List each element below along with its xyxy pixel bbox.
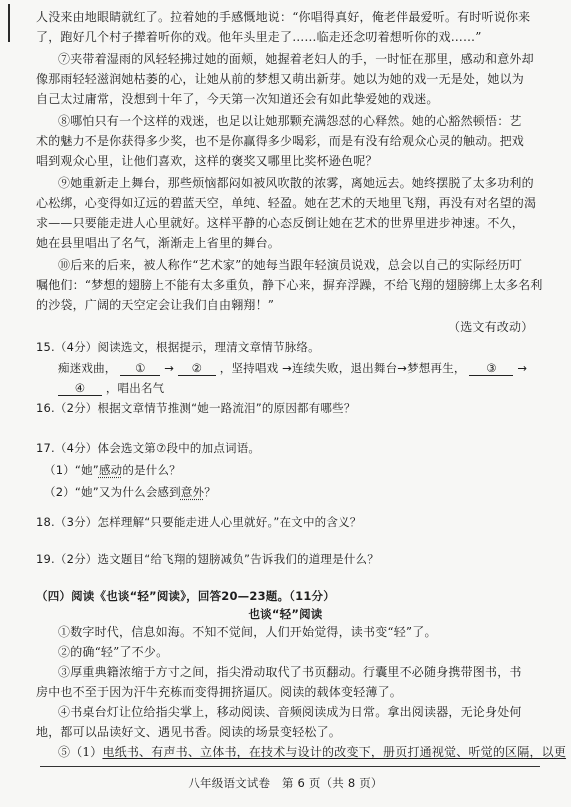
article-paragraph-4-line: ④书桌台灯让位给指尖掌上，移动阅读、音频阅读成为日常。拿出阅读器，无论身处何 [58,705,522,719]
flow-arrow: → [164,361,175,375]
story-line: 的沙袋，广阔的天空定会让我们自由翱翔！” [36,298,275,312]
paragraph-5-number: ⑤（1） [58,745,103,759]
question-15-flow-line-1 [58,361,527,376]
footer-divider [40,766,540,767]
question-16: 16.（2分）根据文章情节推测“她一路流泪”的原因都有哪些？ [36,401,356,415]
blank-2-marker: ② [191,361,203,375]
flow-start: 痴迷戏曲， [58,361,117,375]
question-15-flow-line-2 [58,381,164,396]
question-17-stem: 17.（4分）体会选文第⑦段中的加点词语。 [36,441,261,455]
story-line: 唱到观众心里，让他们喜欢，这样的褒奖又哪里比奖杯逊色呢？ [36,154,378,168]
article-paragraph-5-line [58,745,566,759]
story-line: 她在县里唱出了名气，渐渐走上省里的舞台。 [36,236,281,250]
sub-2-prefix: （2）“她”又为什么会感到 [44,485,181,499]
answer-blank-1[interactable] [120,362,160,376]
question-15-stem: 15.（4分）阅读选文，根据提示，理清文章情节脉络。 [36,340,320,354]
question-19: 19.（2分）选文题目“给飞翔的翅膀减负”告诉我们的道理是什么？ [36,552,379,566]
answer-blank-4[interactable] [58,382,102,396]
article-title-text: 也谈“轻”阅读 [248,607,323,621]
story-line: 自己太过庸常，没想到十年了，今天第一次知道还会有如此挚爱她的戏迷。 [36,92,439,106]
flow-end: ，唱出名气 [105,381,165,395]
flow-middle: ，坚持唱戏 →连续失败，退出舞台→梦想再生， [219,361,466,375]
story-line: 像那雨轻轻滋润她枯萎的心，让她从前的梦想又萌出新芽。她以为她的戏一无是处，她以为 [36,72,525,86]
sub-2-suffix: ？ [204,485,216,499]
article-paragraph-3-line: ③厚重典籍浓缩于方寸之间，指尖滑动取代了书页翻动。行囊里不必随身携带图书，书 [58,665,522,679]
story-line: 嘱他们：“梦想的翅膀上不能有太多重负，静下心来，摒弃浮躁，不给飞翔的翅膀绑上太多名利 [36,278,543,292]
story-line: 心松绑，心变得如辽远的碧蓝天空，单纯、轻盈。她在艺术的天地里飞翔，再没有对名望的渴 [36,196,537,210]
underlined-sentence: 电纸书、有声书、立体书，在技术与设计的改变下，册页打通视觉、听觉的区隔，以更 [102,745,567,759]
story-line: 求——只要能走进人心里就好。这样平静的心态反倒让她在艺术的世界里进步神速。不久， [36,216,525,230]
blank-1-marker: ① [135,361,146,375]
question-17-sub-1 [44,463,181,477]
page-footer [0,776,571,790]
source-note: （选文有改动） [448,320,534,334]
paragraph-7-line: ⑦夹带着湿雨的风轻轻拂过她的面颊，她握着老妇人的手，一时怔在那里，感动和意外却 [58,52,534,66]
dotted-word-gandong: 感动 [98,463,123,477]
story-line: 术的魅力不是你获得多少奖，也不是你赢得多少喝彩，而是有没有给观众心灵的触动。把戏 [36,134,525,148]
paragraph-8-line: ⑧哪怕只有一个这样的戏迷，也足以让她那颗充满怨怼的心释然。她的心豁然顿悟：艺 [58,114,522,128]
article-paragraph-1: ①数字时代，信息如海。不知不觉间，人们开始觉得，读书变“轻”了。 [58,625,437,639]
section-4-heading: （四）阅读《也谈“轻”阅读》，回答20—23题。（11分） [36,589,335,603]
article-title [0,607,571,621]
question-17-sub-2 [44,485,216,499]
question-18: 18.（3分）怎样理解“只要能走进人心里就好。”在文中的含义？ [36,515,362,529]
blank-4-marker: ④ [74,381,86,395]
sub-1-suffix: 的是什么？ [122,463,181,477]
dotted-word-yiwai: 意外 [180,485,205,499]
blank-3-marker: ③ [486,361,497,375]
article-paragraph-2: ②的确“轻”了不少。 [58,645,169,659]
article-paragraph-4-line: 地，都可以品读好文、遇见书香。阅读的场景变轻松了。 [36,725,342,739]
sub-1-prefix: （1）“她” [44,463,99,477]
answer-blank-3[interactable] [469,362,513,376]
page-footer-text: 八年级语文试卷 第 6 页（共 8 页） [188,776,383,790]
paragraph-10-line: ⑩后来的后来，被人称作“艺术家”的她每当跟年轻演员说戏，总会以自己的实际经历叮 [58,258,523,272]
flow-arrow: → [517,361,528,375]
margin-binding-line [8,4,10,42]
paragraph-9-line: ⑨她重新走上舞台，那些烦恼都闷如被风吹散的浓雾，离她远去。她终摆脱了太多功利的 [58,176,534,190]
answer-blank-2[interactable] [178,362,216,376]
article-paragraph-3-line: 房中也不至于因为汗牛充栋而变得拥挤逼仄。阅读的载体变轻薄了。 [36,685,403,699]
story-line: 人没来由地眼睛就红了。拉着她的手感慨地说：“你唱得真好，俺老伴最爱听。有时听说你来 [36,10,531,24]
story-line: 了，跑好几个村子撵着听你的戏。他年头里走了……临走还念叨着想听你的戏……” [36,30,482,44]
